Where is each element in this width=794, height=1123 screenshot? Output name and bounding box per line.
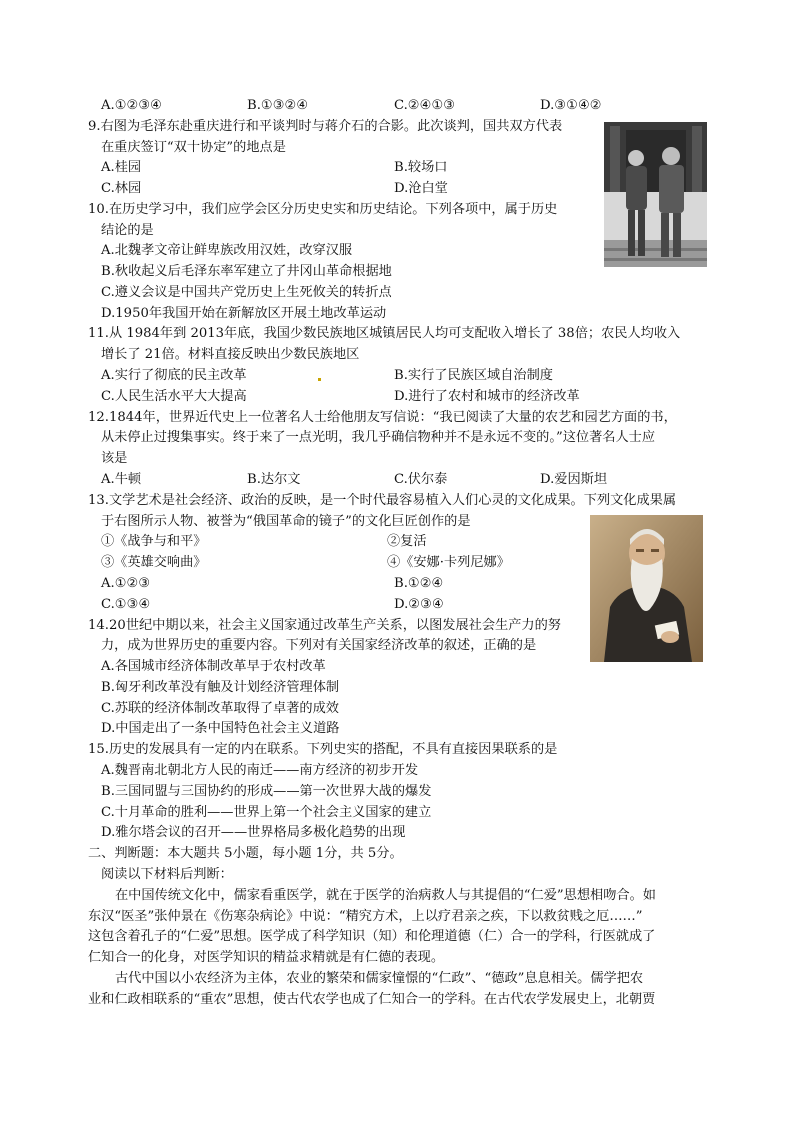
q13-stem-line: 于右图所示人物、被誉为“俄国革命的镜子”的文化巨匠创作的是 <box>101 514 471 529</box>
stray-mark <box>318 378 321 381</box>
q11-option-a: A.实行了彻底的民主改革 <box>101 368 247 383</box>
q11-option-d: D.进行了农村和城市的经济改革 <box>394 389 580 404</box>
q11-option-c: C.人民生活水平大大提高 <box>101 389 247 404</box>
material-paragraph-2-line: 古代中国以小农经济为主体，农业的繁荣和儒家憧憬的“仁政”、“德政”息息相关。儒学把农 <box>115 971 644 986</box>
material-paragraph-1-line: 在中国传统文化中，儒家看重医学，就在于医学的治病救人与其提倡的“仁爱”思想相吻合。如 <box>115 888 656 903</box>
q14-stem-line: 14.20世纪中期以来，社会主义国家通过改革生产关系，以图发展社会生产力的努 <box>88 618 561 633</box>
section-2-intro: 阅读以下材料后判断： <box>101 867 233 882</box>
q10-option-a: A.北魏孝文帝让鲜卑族改用汉姓，改穿汉服 <box>101 243 353 258</box>
q10-option-c: C.遵义会议是中国共产党历史上生死攸关的转折点 <box>101 285 392 300</box>
q13-item-2: ②复活 <box>387 534 427 549</box>
photo-tolstoy <box>590 515 703 662</box>
q8-option-d: D.③①④② <box>540 98 602 113</box>
q12-stem-line: 该是 <box>101 451 128 466</box>
q14-option-c: C.苏联的经济体制改革取得了卓著的成效 <box>101 701 339 716</box>
photo-mao-chiang-drawing <box>604 122 707 267</box>
q13-item-1: ①《战争与和平》 <box>101 534 207 549</box>
q12-option-a: A.牛顿 <box>101 472 142 487</box>
material-paragraph-1-line: 东汉“医圣”张仲景在《伤寒杂病论》中说：“精究方术，上以疗君亲之疾，下以救贫贱之厄……” <box>88 909 643 924</box>
material-paragraph-2-line: 业和仁政相联系的“重农”思想，使古代农学也成了仁知合一的学科。在古代农学发展史上，北朝贾 <box>88 992 656 1007</box>
section-2-heading: 二、判断题：本大题共 5小题，每小题 1分，共 5分。 <box>88 846 403 861</box>
q13-option-a: A.①②③ <box>101 576 151 591</box>
q11-stem-line: 11.从 1984年到 2013年底，我国少数民族地区城镇居民人均可支配收入增长了 38倍；农民人均收入 <box>88 326 681 341</box>
q14-stem-line: 力，成为世界历史的重要内容。下列对有关国家经济改革的叙述，正确的是 <box>101 638 537 653</box>
q15-option-c: C.十月革命的胜利——世界上第一个社会主义国家的建立 <box>101 805 432 820</box>
q13-option-b: B.①②④ <box>394 576 444 591</box>
q9-option-d: D.沧白堂 <box>394 181 448 196</box>
q9-option-c: C.林园 <box>101 181 142 196</box>
q9-option-b: B.较场口 <box>394 160 448 175</box>
photo-mao-chiang <box>604 122 707 267</box>
q11-option-b: B.实行了民族区域自治制度 <box>394 368 553 383</box>
q9-stem-line: 在重庆签订“双十协定”的地点是 <box>101 140 286 155</box>
q8-option-a: A.①②③④ <box>101 98 163 113</box>
material-paragraph-1-line: 这包含着孔子的“仁爱”思想。医学成了科学知识（知）和伦理道德（仁）合一的学科，行医就成了 <box>88 929 656 944</box>
q13-item-3: ③《英雄交响曲》 <box>101 555 207 570</box>
q9-option-a: A.桂园 <box>101 160 142 175</box>
q13-item-4: ④《安娜·卡列尼娜》 <box>387 555 510 570</box>
q10-option-b: B.秋收起义后毛泽东率军建立了井冈山革命根据地 <box>101 264 392 279</box>
q10-stem-line: 10.在历史学习中，我们应学会区分历史史实和历史结论。下列各项中，属于历史 <box>88 202 558 217</box>
q10-stem-line: 结论的是 <box>101 223 154 238</box>
photo-tolstoy-drawing <box>590 515 703 662</box>
q8-option-c: C.②④①③ <box>394 98 456 113</box>
q8-option-b: B.①③②④ <box>247 98 309 113</box>
q12-option-d: D.爱因斯坦 <box>540 472 608 487</box>
q12-stem-line: 从未停止过搜集事实。终于来了一点光明，我几乎确信物种并不是永远不变的。”这位著名人士应 <box>101 430 656 445</box>
q15-stem-line: 15.历史的发展具有一定的内在联系。下列史实的搭配，不具有直接因果联系的是 <box>88 742 558 757</box>
q13-stem-line: 13.文学艺术是社会经济、政治的反映，是一个时代最容易植入人们心灵的文化成果。下列文化成果属 <box>88 493 677 508</box>
q9-stem-line: 9.右图为毛泽东赴重庆进行和平谈判时与蒋介石的合影。此次谈判，国共双方代表 <box>88 119 563 134</box>
q12-stem-line: 12.1844年，世界近代史上一位著名人士给他朋友写信说：“我已阅读了大量的农艺和园艺方面的书， <box>88 410 677 425</box>
q14-option-b: B.匈牙利改革没有触及计划经济管理体制 <box>101 680 340 695</box>
q12-option-c: C.伏尔泰 <box>394 472 448 487</box>
q15-option-d: D.雅尔塔会议的召开——世界格局多极化趋势的出现 <box>101 825 406 840</box>
q13-option-c: C.①③④ <box>101 597 151 612</box>
q14-option-a: A.各国城市经济体制改革早于农村改革 <box>101 659 326 674</box>
q11-stem-line: 增长了 21倍。材料直接反映出少数民族地区 <box>101 347 360 362</box>
material-paragraph-1-line: 仁知合一的化身，对医学知识的精益求精就是有仁德的表现。 <box>88 950 445 965</box>
q15-option-b: B.三国同盟与三国协约的形成——第一次世界大战的爆发 <box>101 784 432 799</box>
q14-option-d: D.中国走出了一条中国特色社会主义道路 <box>101 721 340 736</box>
q12-option-b: B.达尔文 <box>247 472 301 487</box>
q15-option-a: A.魏晋南北朝北方人民的南迁——南方经济的初步开发 <box>101 763 419 778</box>
q13-option-d: D.②③④ <box>394 597 444 612</box>
q10-option-d: D.1950年我国开始在新解放区开展土地改革运动 <box>101 306 387 321</box>
